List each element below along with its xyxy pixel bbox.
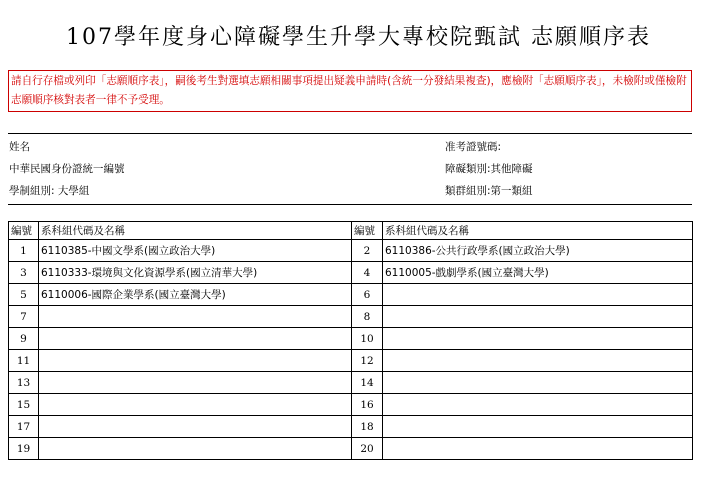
choice-number: 2 [352, 240, 383, 262]
choice-department [383, 438, 693, 460]
header-name-left: 系科組代碼及名稱 [39, 222, 352, 240]
choice-number: 13 [9, 372, 39, 394]
table-row [9, 240, 693, 262]
table-row [9, 284, 693, 306]
id-number-label: 中華民國身份證統一編號 [9, 163, 125, 175]
choice-number: 8 [352, 306, 383, 328]
choice-department [383, 328, 693, 350]
choice-number: 19 [9, 438, 39, 460]
header-num-right: 編號 [352, 222, 383, 240]
table-row [9, 416, 693, 438]
category-group: 類群組別:第一類組 [445, 185, 533, 197]
table-row [9, 328, 693, 350]
page-title: 107學年度身心障礙學生升學大專校院甄試 志願順序表 [66, 25, 651, 50]
choice-number: 16 [352, 394, 383, 416]
choice-department [383, 372, 693, 394]
choice-number: 11 [9, 350, 39, 372]
choice-department [39, 416, 352, 438]
choice-department [39, 306, 352, 328]
disability-category: 障礙類別:其他障礙 [445, 163, 533, 175]
choice-number: 18 [352, 416, 383, 438]
choice-number: 17 [9, 416, 39, 438]
choice-department [39, 350, 352, 372]
choice-number: 9 [9, 328, 39, 350]
choice-department: 6110385-中國文學系(國立政治大學) [39, 240, 352, 262]
table-row [9, 350, 693, 372]
choice-department [39, 394, 352, 416]
notice-box: 請自行存檔或列印「志願順序表」，嗣後考生對選填志願相關事項提出疑義申請時(含統一分發結果複查)，應檢附「志願順序表」，未檢附或僅檢附志願順序核對表者一律不予受理。 [8, 70, 692, 112]
table-row [9, 262, 693, 284]
choice-department: 6110333-環境與文化資源學系(國立清華大學) [39, 262, 352, 284]
choice-department [39, 438, 352, 460]
choice-department [383, 284, 693, 306]
name-label: 姓名 [9, 141, 30, 153]
table-row [9, 306, 693, 328]
choice-department [383, 350, 693, 372]
table-row [9, 394, 693, 416]
header-num-left: 編號 [9, 222, 39, 240]
choice-number: 20 [352, 438, 383, 460]
table-header-row [9, 222, 693, 240]
choice-number: 14 [352, 372, 383, 394]
choice-number: 3 [9, 262, 39, 284]
choice-number: 4 [352, 262, 383, 284]
choice-number: 10 [352, 328, 383, 350]
choice-number: 7 [9, 306, 39, 328]
choice-number: 12 [352, 350, 383, 372]
choice-number: 5 [9, 284, 39, 306]
choice-department [383, 306, 693, 328]
choice-department [39, 328, 352, 350]
choice-department [383, 394, 693, 416]
school-group: 學制組別: 大學組 [9, 185, 90, 197]
choice-department [383, 416, 693, 438]
header-name-right: 系科組代碼及名稱 [383, 222, 693, 240]
table-row [9, 372, 693, 394]
choices-table [8, 221, 693, 460]
choice-department: 6110005-戲劇學系(國立臺灣大學) [383, 262, 693, 284]
choice-department: 6110386-公共行政學系(國立政治大學) [383, 240, 693, 262]
choice-number: 6 [352, 284, 383, 306]
choice-number: 15 [9, 394, 39, 416]
applicant-info [8, 133, 692, 205]
choice-department: 6110006-國際企業學系(國立臺灣大學) [39, 284, 352, 306]
table-row [9, 438, 693, 460]
choice-number: 1 [9, 240, 39, 262]
exam-number-label: 准考證號碼: [445, 141, 502, 153]
choice-department [39, 372, 352, 394]
